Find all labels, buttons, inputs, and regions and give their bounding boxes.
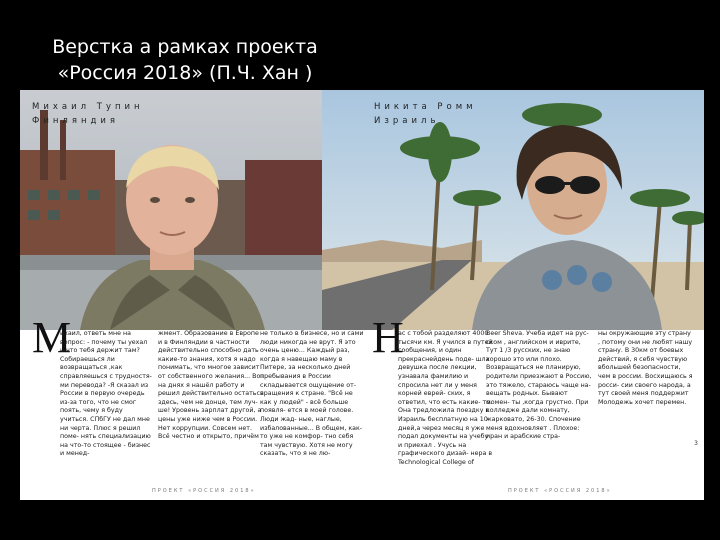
left-page-header <box>32 100 144 128</box>
right-person-name: Никита Ромм <box>374 102 477 112</box>
right-page-header <box>374 100 477 128</box>
left-person-name: Михаил Тупин <box>32 102 144 112</box>
right-footer: ПРОЕКТ «РОССИЯ 2018» <box>508 488 612 494</box>
slide-title-line1: Верстка а рамках проекта <box>52 36 318 58</box>
right-column-2: Beer Sheva. Учеба идет на рус- ском , английском и иврите, Тут 1 /3 русских, не знаю хорошо это или плохо. Возвращаться не планирую, родители приезжают в Россию, это тяжело, стараюсь чаще на- вещать родных. Бывают момен- ты ,когда грустно. Пpи колледже дали комнату, жарковато, 26-30. Спочение меня вдохновляет . Плохое: иран и арабские стра- <box>486 330 592 441</box>
right-column-3: ны окружающие эту страну , потому они не любят нашу страну. В 30км от боевых действий, я себя чувствую вбольшей безопасности, чем в россии. Восхищаюсь я росси- сии своего народа, а тут своей меня поддержит Молодежь хочет перемен. <box>598 330 693 406</box>
left-column-3: не только в бизнесе, но и сами люди никогда не врут. Я это очень ценю... Каждый раз, когда я навещаю маму в Питере, за несколько дней пребывания в России складывается ощущение от- вращения к стране. "Всё не как у людей" - всё больше появля- ется в моей голове. Люди жад- ные, наглые, избалованные... В общем, как-то уже не комфор- тно себя там чувствую. Хотя не могу сказать, что я не лю- <box>260 330 364 458</box>
left-person-country: Финляндия <box>32 116 120 126</box>
left-dropcap: М <box>32 313 72 362</box>
right-dropcap: Н <box>372 313 404 362</box>
left-column-2: жмент. Образование в Европе и в Финляндии в частности действительно способно дать какие-то знания, хотя я надо понимать, что многое зависит от собственного желания... Вот на днях я нашёл работу и решил действительно остаться здесь, чем не донце, тем луч- ше! Уровень зарплат другой, а цены уже ниже чем в России. Нет коррупции. Совсем нет. Всё честно и открыто, причём <box>158 330 264 441</box>
slide-title <box>40 34 330 86</box>
left-column-1: ихаил, ответь мне на вопрос: - почему ты уехал и что тебя держит там? Собираешься ли возвращаться ,как справляешься с трудностя- ми перевода? -Я сказал из России в первую очередь из-за того, что не смог поять, чему я буду учиться. СПбГУ не дал мне ни черта. Плюс я решил поме- нять специализацию на что-то стоящее - бизнес и менед- <box>60 330 152 458</box>
right-person-country: Израиль <box>374 116 440 126</box>
left-footer: ПРОЕКТ «РОССИЯ 2018» <box>152 488 256 494</box>
magazine-spread <box>20 90 704 500</box>
right-column-1: ас с тобой разделяют 4000 тысячи км. Я учился в путей сообщения, и один прекраснейдень поде- шла девушка после лекции, узнавала фамилию и спросила нет ли у меня корней еврей- ских, я ответил, что есть какие- то. Она тредложила поездку в Израиль бесплатную на 10 дней,а через месяц я уже подал документы на учебу и приехал . Учусь на графического дизай- нера в Technological College of <box>398 330 493 466</box>
page-number: 3 <box>694 440 698 447</box>
slide-title-line2: «Россия 2018» (П.Ч. Хан ) <box>57 62 313 84</box>
